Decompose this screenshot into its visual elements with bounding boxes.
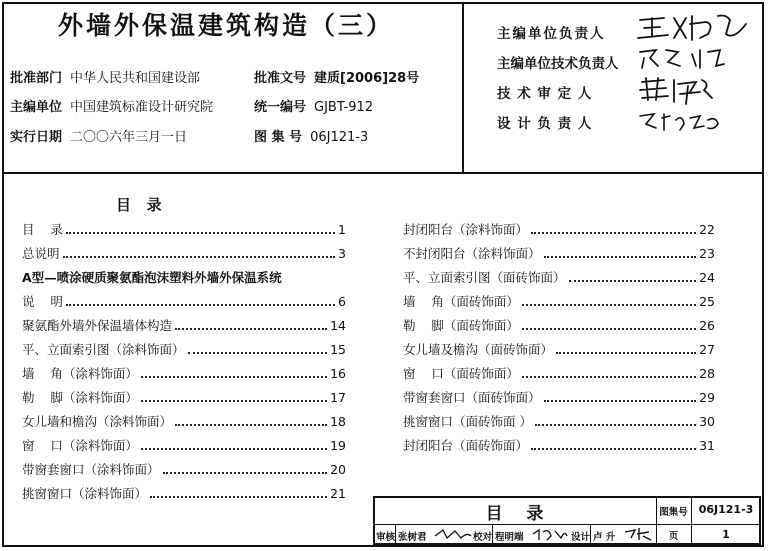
toc-item[interactable]: 勒 脚（面砖饰面） 26	[403, 318, 715, 333]
toc-item[interactable]: 总说明 3	[22, 246, 346, 261]
toc-item[interactable]: 墙 角（面砖饰面） 25	[403, 294, 715, 309]
effective-date: 实行日期 二〇〇六年三月一日	[10, 130, 188, 145]
toc-item[interactable]: 窗 口（面砖饰面） 28	[403, 366, 715, 381]
atlas-title: 外墙外保温建筑构造（三）	[58, 11, 395, 40]
signature-2	[634, 44, 734, 72]
toc-item[interactable]: 平、立面索引图（面砖饰面） 24	[403, 270, 715, 285]
toc-item[interactable]: 封闭阳台（面砖饰面） 31	[403, 438, 715, 453]
toc-item[interactable]: 挑窗窗口（面砖饰面 ） 30	[403, 414, 715, 429]
toc-item[interactable]: 聚氨酯外墙外保温墙体构造 14	[22, 318, 346, 333]
atlas-no-label: 图集号	[659, 507, 688, 518]
toc-heading: 目 录	[116, 196, 162, 214]
signature-1	[634, 10, 754, 44]
chief-tech-head-role: 主编单位技术负责人	[497, 56, 619, 72]
toc-item[interactable]: 不封闭阳台（涂料饰面） 23	[403, 246, 715, 261]
toc-item[interactable]: 墙 角（涂料饰面） 16	[22, 366, 346, 381]
page-label: 页	[668, 531, 679, 542]
design-name: 卢 升	[593, 532, 616, 543]
unified-number: 统一编号 GJBT-912	[254, 100, 374, 115]
editor-unit: 主编单位 中国建筑标准设计研究院	[10, 100, 214, 115]
review-label: 审核	[376, 532, 396, 543]
design-signature	[623, 526, 653, 542]
review-name: 张树君	[398, 532, 427, 543]
atlas-number: 图 集 号 06J121-3	[254, 130, 369, 145]
section-a-heading: A型—喷涂硬质聚氨酯泡沫塑料外墙外保温系统	[22, 270, 282, 285]
toc-item[interactable]: 说 明 6	[22, 294, 346, 309]
page-number: 1	[722, 528, 730, 541]
atlas-no-value: 06J121-3	[698, 503, 754, 516]
technical-approver-role: 技 术 审 定 人	[497, 86, 593, 102]
toc-item[interactable]: 平、立面索引图（涂料饰面） 15	[22, 342, 346, 357]
signature-4	[634, 110, 734, 134]
toc-item[interactable]: 封闭阳台（涂料饰面） 22	[403, 222, 715, 237]
sheet-title: 目 录	[485, 504, 544, 524]
review-signature	[433, 526, 473, 542]
toc-item[interactable]: 带窗套窗口（面砖饰面） 29	[403, 390, 715, 405]
toc-item[interactable]: 女儿墙及檐沟（面砖饰面） 27	[403, 342, 715, 357]
check-signature	[531, 526, 569, 542]
check-name: 程明端	[495, 532, 524, 543]
toc-item[interactable]: 目 录 1	[22, 222, 346, 237]
header-divider	[2, 172, 764, 174]
title-block	[373, 496, 761, 545]
toc-item[interactable]: 勒 脚（涂料饰面） 17	[22, 390, 346, 405]
chief-unit-head-role: 主编单位负责人	[497, 26, 606, 42]
header-column-divider	[462, 2, 464, 173]
toc-item[interactable]: 挑窗窗口（涂料饰面） 21	[22, 486, 346, 501]
design-lead-role: 设 计 负 责 人	[497, 116, 593, 132]
toc-item[interactable]: 女儿墙和檐沟（涂料饰面） 18	[22, 414, 346, 429]
approval-dept: 批准部门 中华人民共和国建设部	[10, 71, 201, 86]
toc-item[interactable]: 带窗套窗口（涂料饰面） 20	[22, 462, 346, 477]
check-label: 校对	[473, 532, 493, 543]
signature-3	[634, 74, 734, 106]
toc-item[interactable]: 窗 口（涂料饰面） 19	[22, 438, 346, 453]
design-label: 设计	[571, 532, 591, 543]
approval-doc: 批准文号 建质[2006]28号	[254, 71, 420, 86]
